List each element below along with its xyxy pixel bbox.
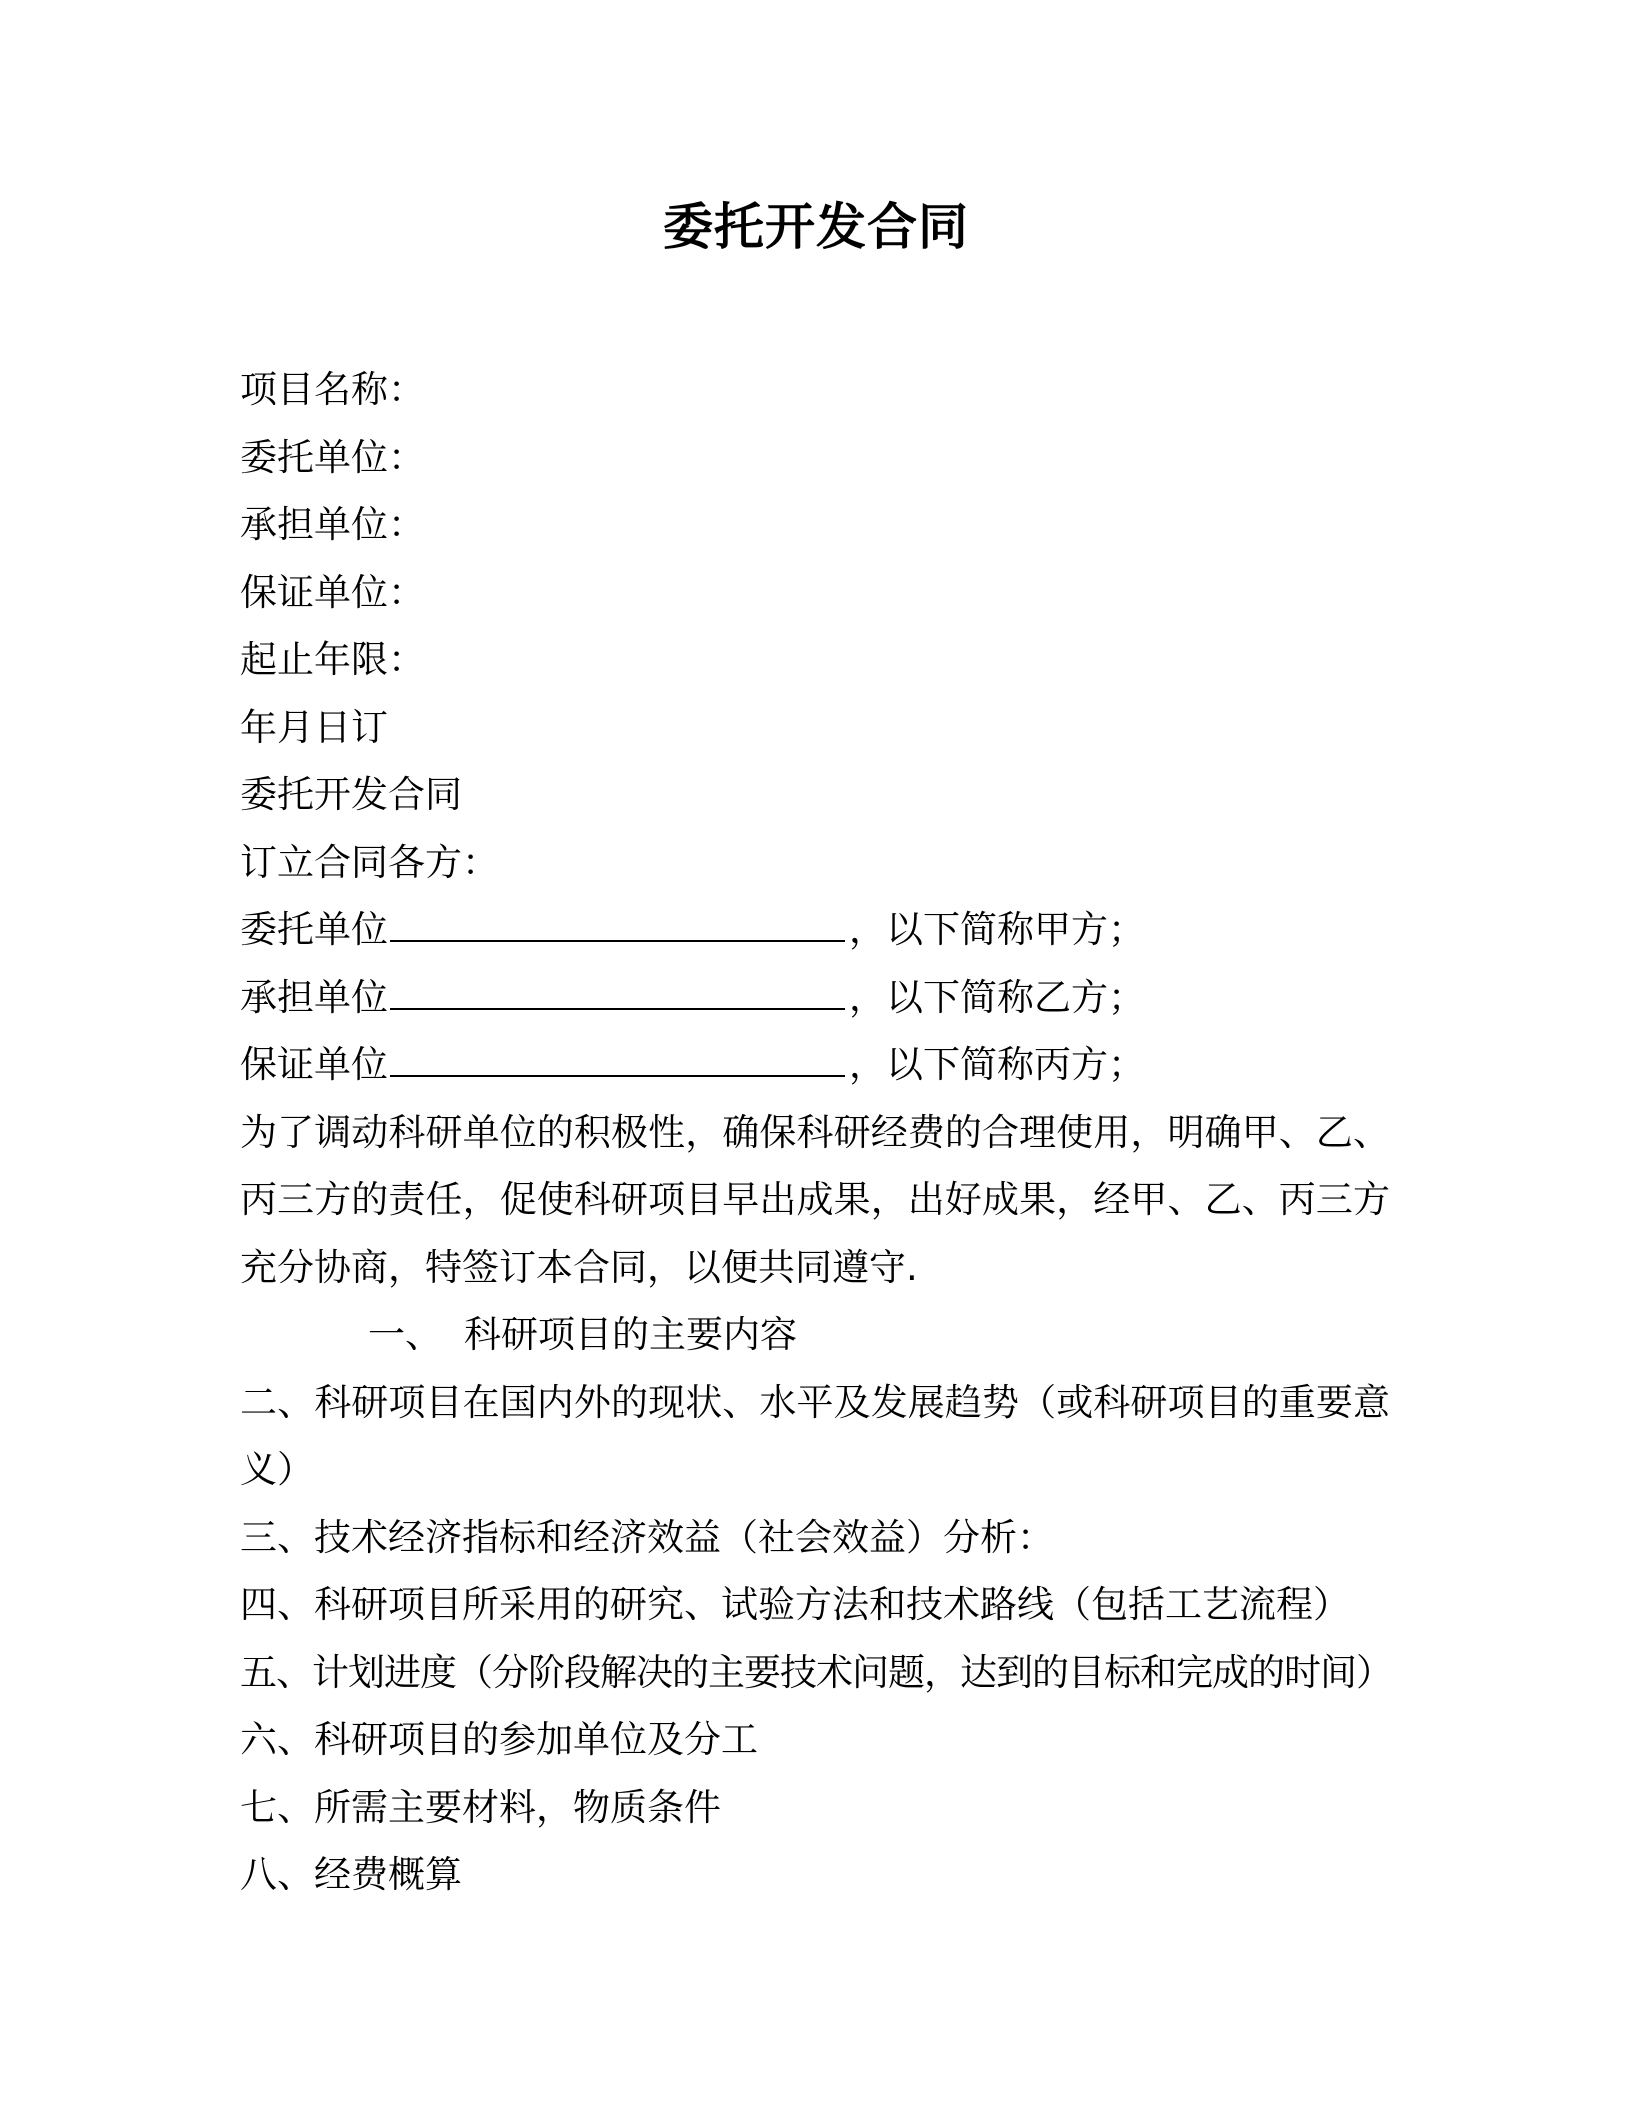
- party-a-blank[interactable]: [390, 910, 845, 942]
- section-one: [240, 1301, 1390, 1369]
- party-a-line: [240, 896, 1390, 964]
- parties-heading: 订立合同各方：: [240, 840, 499, 884]
- field-project-name: 项目名称：: [240, 368, 425, 411]
- party-suffix: ，以下简称甲方；: [849, 908, 1145, 951]
- document-title: 委托开发合同: [663, 198, 969, 256]
- date-line: 年月日订: [240, 705, 388, 749]
- party-label: 委托单位: [240, 908, 388, 951]
- field-guarantee-unit: 保证单位：: [240, 570, 425, 614]
- document-body: [240, 356, 1390, 1909]
- section-two: 二、科研项目在国内外的现状、水平及发展趋势（或科研项目的重要意义）: [240, 1380, 1390, 1491]
- section-three: 三、技术经济指标和经济效益（社会效益）分析：: [240, 1515, 1054, 1559]
- contract-subtitle: 委托开发合同: [240, 773, 462, 816]
- party-label: 保证单位: [240, 1043, 388, 1086]
- section-eight: 八、经费概算: [240, 1853, 462, 1896]
- field-undertaking-unit: 承担单位：: [240, 503, 425, 546]
- section-four: 四、科研项目所采用的研究、试验方法和技术路线（包括工艺流程）: [240, 1583, 1350, 1626]
- preamble-paragraph: 为了调动科研单位的积极性，确保科研经费的合理使用，明确甲、乙、丙三方的责任，促使科研项目早出成果，出好成果，经甲、乙、丙三方充分协商，特签订本合同，以便共同遵守.: [240, 1110, 1390, 1289]
- party-b-line: [240, 964, 1390, 1032]
- field-term: 起止年限：: [240, 638, 425, 681]
- field-commissioning-unit: 委托单位：: [240, 435, 425, 479]
- section-one-number: 一、: [368, 1313, 442, 1356]
- party-suffix: ，以下简称丙方；: [849, 1043, 1145, 1086]
- party-b-blank[interactable]: [390, 978, 845, 1010]
- party-c-line: [240, 1031, 1390, 1099]
- section-six: 六、科研项目的参加单位及分工: [240, 1718, 758, 1761]
- section-seven: 七、所需主要材料，物质条件: [240, 1785, 721, 1829]
- section-five: 五、计划进度（分阶段解决的主要技术问题，达到的目标和完成的时间）: [240, 1650, 1392, 1694]
- party-suffix: ，以下简称乙方；: [849, 975, 1145, 1019]
- section-one-text: 科研项目的主要内容: [464, 1313, 797, 1356]
- party-label: 承担单位: [240, 975, 388, 1019]
- party-c-blank[interactable]: [390, 1045, 845, 1077]
